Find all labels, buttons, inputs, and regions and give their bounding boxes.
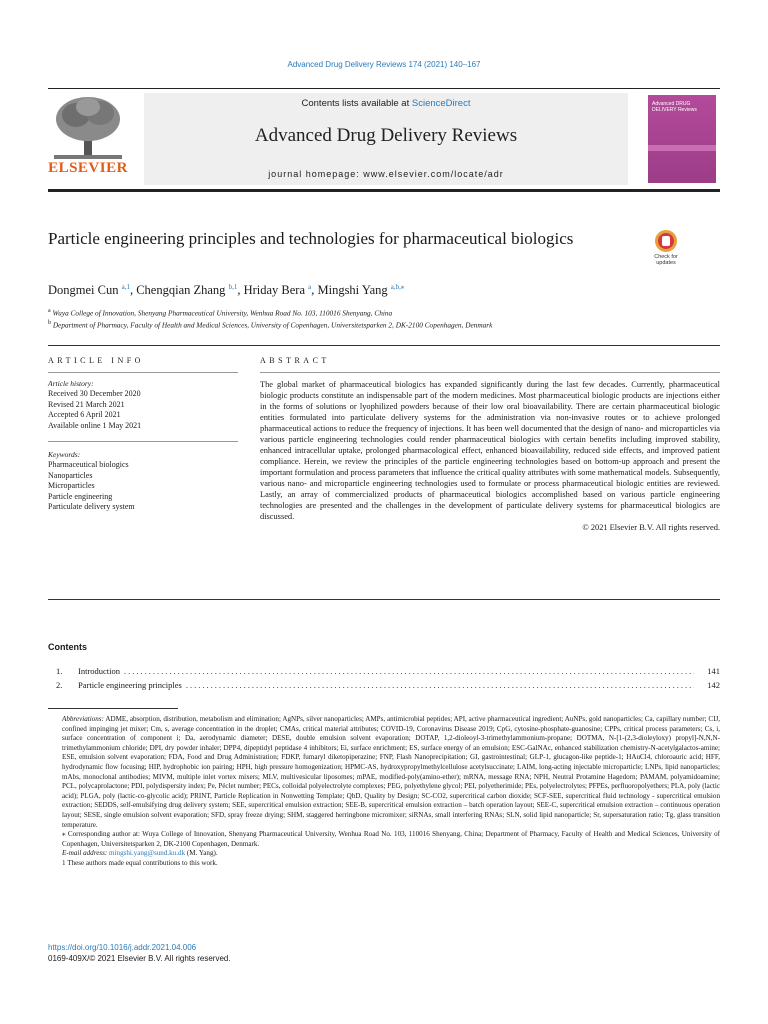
issn-copyright: 0169-409X/© 2021 Elsevier B.V. All rights reserved. [48,954,231,963]
author-name[interactable]: Hriday Bera [243,283,305,298]
history-accepted: Accepted 6 April 2021 [48,410,121,419]
keyword[interactable]: Particle engineering [48,491,113,501]
affiliation [48,318,492,330]
toc-item[interactable] [56,680,720,694]
abstract-heading: ABSTRACT [260,356,330,365]
masthead-center [144,93,628,185]
divider [48,372,238,373]
toc-number: 2. [56,680,63,690]
abstract-text: The global market of pharmaceutical biologics has expanded significantly during the last few decades. Currently, pharmaceutical biologic products constitute an indispensable part of the modern medicines. Most pharmaceutical biologic products are injections either in the forms of solutions or lyophilized powders because of their low oral bioavailability. There are certain pharmaceutical biologic entities formulated into particulate delivery systems for the administration via non-invasive routes or to achieve prolonged pharmaceutical actions to reduce the frequency of injections. It has been well documented that the design of nano- and microparticles via various particle engineering technologies could render pharmaceutical biologics with certain benefits including improved stability, enhanced intracellular uptake, prolonged pharmacological effect, enhanced bioavailability, reduced side effects, and improved patient compliance. Herein, we review the principles of the particle engineering technologies based on bottom-up approach and present the important formulation and process parameters that influence the critical quality attributes with some mathematical models. Subsequently, various nano- and microparticle engineering technologies used to formulate or process pharmaceutical biologic entities are reviewed. Lastly, an array of commercialized products of pharmaceutical biologics accomplished based on various particle engineering technologies are presented and the challenges in the development of particulate delivery systems for pharmaceutical biologics are discussed. [260,380,720,521]
contents-available [144,98,628,109]
email-footnote [48,849,720,859]
abbreviations-label: Abbreviations: [62,715,104,723]
abstract-copyright: © 2021 Elsevier B.V. All rights reserved. [582,523,720,532]
doi-block [48,942,231,964]
contents-heading: Contents [48,642,87,652]
email-link[interactable]: mingshi.yang@sund.ku.dk [109,849,186,858]
author-name[interactable]: Dongmei Cun [48,283,119,298]
email-label: E-mail address: [62,849,108,858]
tree-icon [48,93,128,165]
author-affiliation-mark[interactable]: a,1 [121,283,130,291]
toc-leader [124,666,694,676]
corresponding-author-footnote: ⁎ Corresponding author at: Wuya College of Innovation, Shenyang Pharmaceutical University, Wenhua Road No. 103, 110016 Shenyang, China; Department of Pharmacy, Faculty of Health and Medical Sciences, University of Copenhagen, Universitetsparken 2, DK-2100 Copenhagen, Denmark. [62,830,720,848]
article-info [48,372,238,513]
masthead [48,88,720,192]
article-title: Particle engineering principles and technologies for pharmaceutical biologics [48,229,574,248]
author-list: Dongmei Cun $^{a,1}$, Chengqian Zhang $^{b,1}$, Hriday Bera $^a$, Mingshi Yang $^{a,b,⁎}$ [48,283,405,298]
abbreviations-footnote [48,715,720,830]
toc-item[interactable] [56,666,720,680]
toc-title[interactable]: Particle engineering principles [78,680,182,690]
toc-title[interactable]: Introduction [78,666,121,676]
abbreviations-text: ADME, absorption, distribution, metabolism and elimination; AgNPs, silver nanoparticles; AMPs, antimicrobial peptides; API, active pharmaceutical ingredient; AuNPs, gold nanoparticles; Ca, capillary number; CIJ, confined impinging jet mixer; Cm, s, average concentration in the droplet; CMAs, critical material attributes; COVID-19, Coronavirus Disease 2019; CpG, cytosine-phosphate-guanosine; CPPs, critical process parameters; Cs, i, surface concentration of component i; Da, aerodynamic diameter; DESE, double emulsion solvent evaporation; DOTAP, 1,2-dioleoyl-3-trimethylammonium-propane; DOTMA, N-[1-(2,3-dioleyloxy) propyl]-N,N,N-trimethylammonium chloride; DPI, dry powder inhaler; DPP4, dipeptidyl peptidase 4 inhibitors; Ei, surface enrichment; ES, surface energy of an emulsion; ESC-GalNAc, enhanced stabilization chemistry-N-acetylgalactos-amine; ESE, emulsion solvent evaporation; FDA, Food and Drug Administration; FDKP, fumaryl diketopiperazine; FNP, Flash Nanoprecipitation; GI, gastrointestinal; GLP-1, glucagon-like peptide-1; HAuCl4, chloroauric acid; HFF, hydrodynamic flow focusing; HIP, hydrophobic ion pairing; HPH, high pressure homogenization; HPMC-AS, hydroxypropylmethylcellulose acetylsuccinate; LAIM, long-acting injectable microparticle; LNPs, lipid nanoparticles; mAbs, monoclonal antibodies; MIVM, multiple inlet vortex mixers; MLV, multivesicular liposomes; mPAE, modified-poly(amino-ether); mRNA, message RNA; NPH, Neutral Protamine Hagedorn; PAMAM, polyamidoamine; PCL, polycaprolactone; PDI, polydispersity index; Pe, Péclet number; PECs, colloidal polyelectrolyte complexes; PEG, polyethylene glycol; PEI, polyetherimide; PEs, polyelectrolytes; PFPEs, perfluoropolyethers; PLA, poly (lactic acid); PLGA, poly (lactic-co-glycolic acid); PRINT, Particle Replication in Nonwetting Template; QbD, Quality by Design; SC-CO2, supercritical carbon dioxide; SCF-SEE, supercritical fluid technology - supercritical emulsion extraction; SEDDS, self-emulsifying drug delivery system; SEE, supercritical emulsion extraction; SEE-B, supercritical emulsion extraction – batch operation layout; SEE-C, supercritical emulsion extraction – continuous operation layout; SESE, single emulsion solvent evaporation; SFD, spray freeze drying; SHM, staggered herringbone micromixer; siRNAs, small interfering RNAs; SLN, solid lipid nanoparticle; Sr, supersaturation ratio; Tg, glass transition temperature. [62,715,720,829]
contents-available-prefix: Contents lists available at [301,98,412,109]
divider [48,431,238,442]
journal-cover[interactable] [648,95,716,183]
affiliation-mark: a [48,308,51,314]
keywords-label: Keywords: [48,450,81,459]
divider [260,372,720,373]
section-divider [48,345,720,346]
history-label: Article history: [48,379,94,388]
author-affiliation-mark[interactable]: b,1 [228,283,238,291]
toc-leader [186,680,694,690]
abstract [260,372,720,533]
keyword[interactable]: Pharmaceutical biologics [48,460,129,469]
journal-citation[interactable]: Advanced Drug Delivery Reviews 174 (2021) 140–167 [287,60,481,69]
toc-page: 142 [707,680,720,690]
cover-title: Advanced DRUG DELIVERY Reviews [652,101,697,113]
table-of-contents [56,666,720,694]
keyword[interactable]: Nanoparticles [48,470,93,480]
affiliation-text: Wuya College of Innovation, Shenyang Pharmaceutical University, Wenhua Road No. 103, 110016 Shenyang, China [52,308,393,318]
author-name[interactable]: Mingshi Yang [317,283,388,298]
author-name[interactable]: Chengqian Zhang [136,283,226,298]
publisher-name: ELSEVIER [48,160,128,176]
keyword[interactable]: Microparticles [48,481,95,490]
article-info-heading: ARTICLE INFO [48,356,144,365]
toc-page: 141 [707,666,720,676]
keyword[interactable]: Particulate delivery system [48,502,135,511]
doi-link[interactable]: https://doi.org/10.1016/j.addr.2021.04.006 [48,943,197,952]
affiliation [48,306,492,318]
section-divider [48,599,720,600]
elsevier-logo[interactable] [48,93,128,183]
affiliations [48,306,492,331]
author-affiliation-mark[interactable]: a [308,283,312,291]
cover-strip [648,145,716,151]
equal-contribution-footnote: 1 These authors made equal contributions to this work. [62,858,218,867]
affiliation-text: Department of Pharmacy, Faculty of Health and Medical Sciences, University of Copenhagen, Universitetsparken 2, DK-2100 Copenhagen, Denmark [52,320,493,330]
affiliation-mark: b [48,320,51,327]
toc-number: 1. [56,666,63,676]
email-suffix: (M. Yang). [186,849,218,858]
history-received: Received 30 December 2020 [48,389,141,398]
journal-homepage[interactable]: journal homepage: www.elsevier.com/locate/adr [268,169,504,179]
crossmark-label: Check for updates [654,254,678,266]
crossmark-icon [655,230,677,252]
footnotes [48,715,720,869]
author-affiliation-mark[interactable]: a,b,⁎ [390,283,405,291]
footnote-rule [48,708,178,709]
sciencedirect-link[interactable]: ScienceDirect [411,98,471,109]
journal-title: Advanced Drug Delivery Reviews [254,125,518,146]
check-for-updates-badge[interactable] [648,230,684,270]
history-revised: Revised 21 March 2021 [48,399,125,409]
history-online: Available online 1 May 2021 [48,420,142,430]
